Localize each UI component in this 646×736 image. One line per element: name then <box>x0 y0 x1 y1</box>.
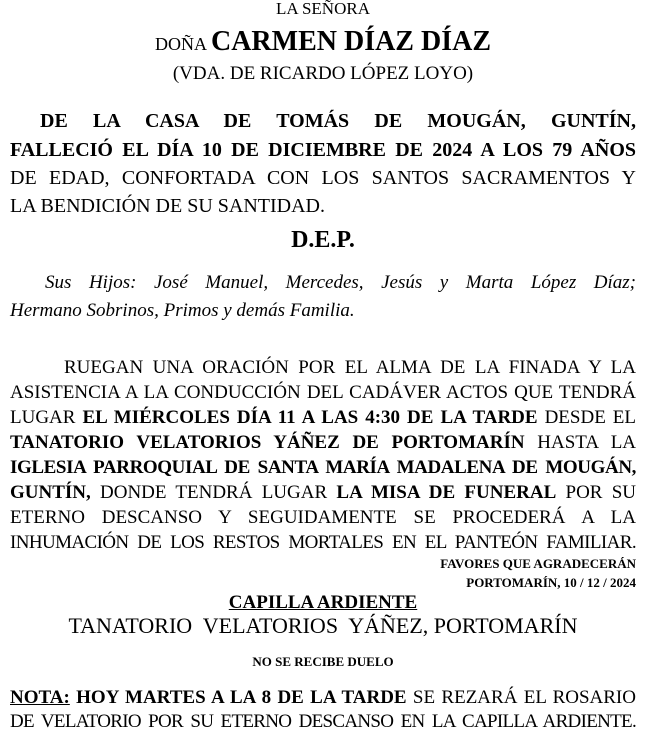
request-line: ETERNO DESCANSO Y SEGUIDAMENTE SE PROCEDERÁ A LA <box>10 507 636 528</box>
text: POR SU <box>565 482 637 503</box>
no-condolences: NO SE RECIBE DUELO <box>252 654 394 669</box>
announcement-line: LA BENDICIÓN DE SU SANTIDAD. <box>10 195 325 217</box>
text: SE REZARÁ EL ROSARIO <box>412 687 636 708</box>
chapel-heading-text: CAPILLA ARDIENTE <box>228 592 418 613</box>
intro: LA SEÑORA <box>276 0 370 18</box>
request-line: IGLESIA PARROQUIAL DE SANTA MARÍA MADALENA DE MOUGÁN, <box>10 457 636 478</box>
text: GUNTÍN, <box>10 482 91 503</box>
funeral-mass: LA MISA DE FUNERAL <box>336 482 557 503</box>
name-prefix: DOÑA <box>154 34 207 54</box>
announcement-line: DE LA CASA DE TOMÁS DE MOUGÁN, GUNTÍN, <box>40 110 636 132</box>
chapel-heading <box>0 593 646 612</box>
request-line: RUEGAN UNA ORACIÓN POR EL ALMA DE LA FINADA Y LA <box>64 357 636 378</box>
announcement-line: DE EDAD, CONFORTADA CON LOS SANTOS SACRAMENTOS Y <box>10 167 636 189</box>
rosary-time: HOY MARTES A LA 8 DE LA TARDE <box>76 687 407 708</box>
request-line <box>10 433 636 452</box>
dep: D.E.P. <box>291 227 355 253</box>
deceased-name-line <box>0 28 646 56</box>
request-line: ASISTENCIA A LA CONDUCCIÓN DEL CADÁVER ACTOS QUE TENDRÁ <box>10 382 636 403</box>
note-line: DE VELATORIO POR SU ETERNO DESCANSO EN LA CAPILLA ARDIENTE. <box>10 711 636 732</box>
funeral-home: TANATORIO VELATORIOS YÁÑEZ DE PORTOMARÍN <box>10 432 525 453</box>
note-line <box>10 688 636 707</box>
request-line <box>10 408 636 427</box>
chapel-location: TANATORIO VELATORIOS YÁÑEZ, PORTOMARÍN <box>68 613 578 638</box>
text: LUGAR <box>10 407 76 428</box>
funeral-time: EL MIÉRCOLES DÍA 11 A LAS 4:30 DE LA TARDE <box>82 407 538 428</box>
family-line: Sus Hijos: José Manuel, Mercedes, Jesús y Marta López Díaz; <box>45 272 636 293</box>
text: DESDE EL <box>544 407 637 428</box>
family-line: Hermano Sobrinos, Primos y demás Familia. <box>10 300 355 321</box>
announcement-line: FALLECIÓ EL DÍA 10 DE DICIEMBRE DE 2024 A LOS 79 AÑOS <box>10 139 636 161</box>
text: DONDE TENDRÁ LUGAR <box>100 482 328 503</box>
widow-of: (VDA. DE RICARDO LÓPEZ LOYO) <box>172 63 474 84</box>
thanks: FAVORES QUE AGRADECERÁN <box>440 556 636 571</box>
text: HASTA LA <box>537 432 637 453</box>
request-line <box>10 483 636 502</box>
deceased-name: CARMEN DÍAZ DÍAZ <box>210 26 491 57</box>
place-date: PORTOMARÍN, 10 / 12 / 2024 <box>466 575 636 590</box>
request-line: INHUMACIÓN DE LOS RESTOS MORTALES EN EL PANTEÓN FAMILIAR. <box>10 532 636 553</box>
note-label: NOTA: <box>10 687 70 708</box>
